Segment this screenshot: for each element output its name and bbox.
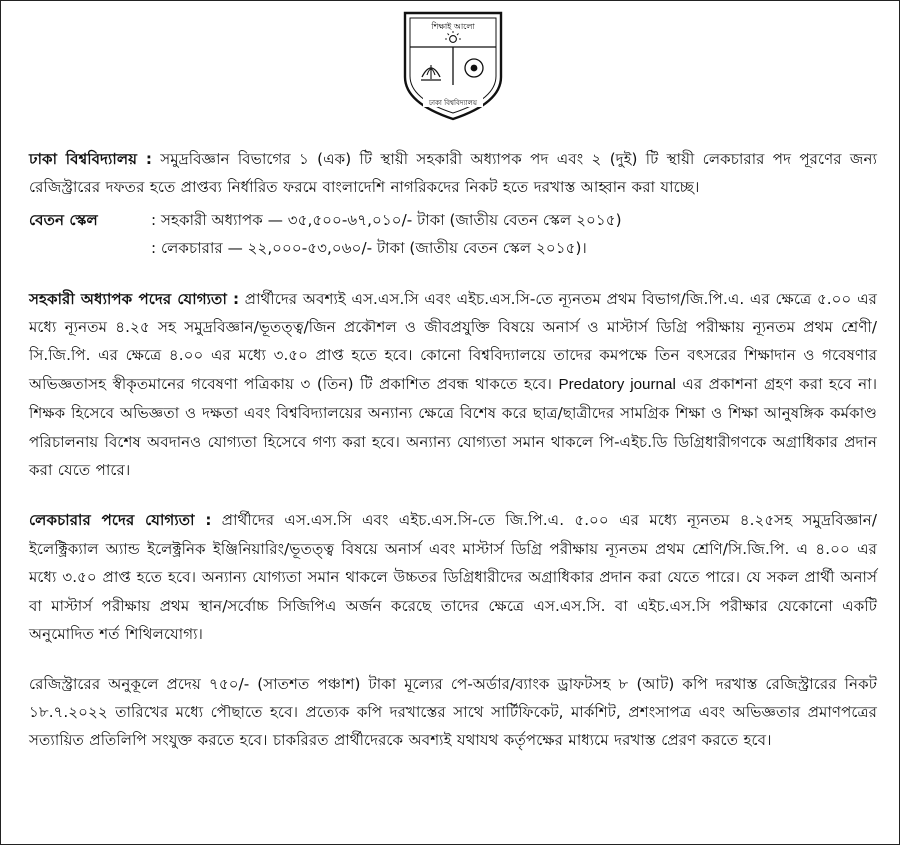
intro-text: সমুদ্রবিজ্ঞান বিভাগের ১ (এক) টি স্থায়ী সহকারী অধ্যাপক পদ এবং ২ (দুই) টি স্থায়ী লেকচারার পদ পূরণের জন্য রেজিস্ট্রারের দফতর হতে প্রাপ্তব্য নির্ধারিত ফরমে বাংলাদেশি নাগরিকদের নিকট হতে দরখাস্ত আহ্বান করা যাচ্ছে।: [29, 150, 877, 197]
salary-row-lecturer: [29, 234, 877, 262]
salary-assistant-professor: : সহকারী অধ্যাপক — ৩৫,৫০০-৬৭,০১০/- টাকা (জাতীয় বেতন স্কেল ২০১৫): [151, 210, 622, 229]
lecturer-qualification: [29, 506, 877, 648]
intro-paragraph: [29, 145, 877, 202]
assistant-professor-qualification: [29, 285, 877, 485]
svg-text:ঢাকা বিশ্ববিদ্যালয়: ঢাকা বিশ্ববিদ্যালয়: [428, 99, 478, 107]
application-instructions: রেজিস্ট্রারের অনুকূলে প্রদেয় ৭৫০/- (সাতশত পঞ্চাশ) টাকা মূল্যের পে-অর্ডার/ব্যাংক ড্রাফটসহ ৮ (আট) কপি দরখাস্ত রেজিস্ট্রারের নিকট ১৮.৭.২০২২ তারিখের মধ্যে পৌছাতে হবে। প্রত্যেক কপি দরখাস্তের সাথে সার্টিফিকেট, মার্কশিট, প্রশংসাপত্র এবং অভিজ্ঞতার প্রমাণপত্রের সত্যায়িত প্রতিলিপি সংযুক্ত করতে হবে। চাকরিরত প্রার্থীদেরকে অবশ্যই যথাযথ কর্তৃপক্ষের মাধ্যমে দরখাস্ত প্রেরণ করতে হবে।: [29, 674, 877, 750]
salary-row-assistant-professor: [29, 206, 877, 234]
university-name: ঢাকা বিশ্ববিদ্যালয় :: [29, 150, 152, 168]
salary-scale-label: বেতন স্কেল: [29, 210, 98, 229]
assistant-professor-text-1: প্রার্থীদের অবশ্যই এস.এস.সি এবং এইচ.এস.সি-তে ন্যূনতম প্রথম বিভাগ/জি.পি.এ. এর ক্ষেত্রে ৫.০০ এর মধ্যে ন্যূনতম ৪.২৫ সহ সমুদ্রবিজ্ঞান/ভূতত্ত্ব/জিন প্রকৌশল ও জীবপ্রযুক্তি বিষয়ে অনার্স ও মাস্টার্স ডিগ্রি পরীক্ষায় ন্যূনতম প্রথম শ্রেণী/সি.জি.পি. এর ক্ষেত্রে ৪.০০ এর মধ্যে ৩.৫০ প্রাপ্ত হতে হবে। কোনো বিশ্ববিদ্যালয়ে তাদের কমপক্ষে তিন বৎসরের শিক্ষাদান ও গবেষণার অভিজ্ঞতাসহ স্বীকৃতমানের গবেষণা পত্রিকায় ৩ (তিন) টি প্রকাশিত প্রবন্ধ থাকতে হবে।: [29, 289, 877, 393]
assistant-professor-heading: সহকারী অধ্যাপক পদের যোগ্যতা :: [29, 289, 240, 308]
predatory-journal-term: Predatory journal: [558, 375, 676, 393]
university-seal-logo: [391, 7, 515, 123]
assistant-professor-text-2: এর প্রকাশনা গ্রহণ করা হবে না। শিক্ষক হিসেবে অভিজ্ঞতা ও দক্ষতা এবং বিশ্ববিদ্যালয়ের অন্যান্য ক্ষেত্রে বিশেষ করে ছাত্র/ছাত্রীদের সামগ্রিক শিক্ষা ও শিক্ষা আনুষঙ্গিক কর্মকাণ্ড পরিচালনায় বিশেষ অবদানও যোগ্যতা হিসেবে গণ্য করা হবে। অন্যান্য যোগ্যতা সমান থাকলে পি-এইচ.ডি ডিগ্রিধারীগণকে অগ্রাধিকার প্রদান করা যেতে পারে।: [29, 374, 878, 480]
advertisement-body: [29, 145, 877, 755]
lecturer-heading: লেকচারার পদের যোগ্যতা :: [29, 511, 212, 530]
svg-text:শিক্ষাই আলো: শিক্ষাই আলো: [431, 22, 475, 31]
salary-scale: [29, 206, 877, 263]
lecturer-text: প্রার্থীদের এস.এস.সি এবং এইচ.এস.সি-তে জি.পি.এ. ৫.০০ এর মধ্যে ন্যূনতম ৪.২৫সহ সমুদ্রবিজ্ঞান/ইলেক্ট্রিক্যাল অ্যান্ড ইলেক্ট্রনিক ইঞ্জিনিয়ারিং/ভূতত্ত্ব বিষয়ে অনার্স এবং মাস্টার্স ডিগ্রি পরীক্ষায় ন্যূনতম প্রথম শ্রেণি/সি.জি.পি. এ ৪.০০ এর মধ্যে ৩.৫০ প্রাপ্ত হতে হবে। অন্যান্য যোগ্যতা সমান থাকলে উচ্চতর ডিগ্রিধারীদের অগ্রাধিকার প্রদান করা যেতে পারে। যে সকল প্রার্থী অনার্স বা মাস্টার্স পরীক্ষায় প্রথম স্থান/সর্বোচ্চ সিজিপিএ অর্জন করেছে তাদের ক্ষেত্রে এস.এস.সি. বা এইচ.এস.সি পরীক্ষার যেকোনো একটি অনুমোদিত শর্ত শিথিলযোগ্য।: [29, 511, 877, 644]
salary-lecturer: : লেকচারার — ২২,০০০-৫৩,০৬০/- টাকা (জাতীয় বেতন স্কেল ২০১৫)।: [151, 239, 587, 258]
